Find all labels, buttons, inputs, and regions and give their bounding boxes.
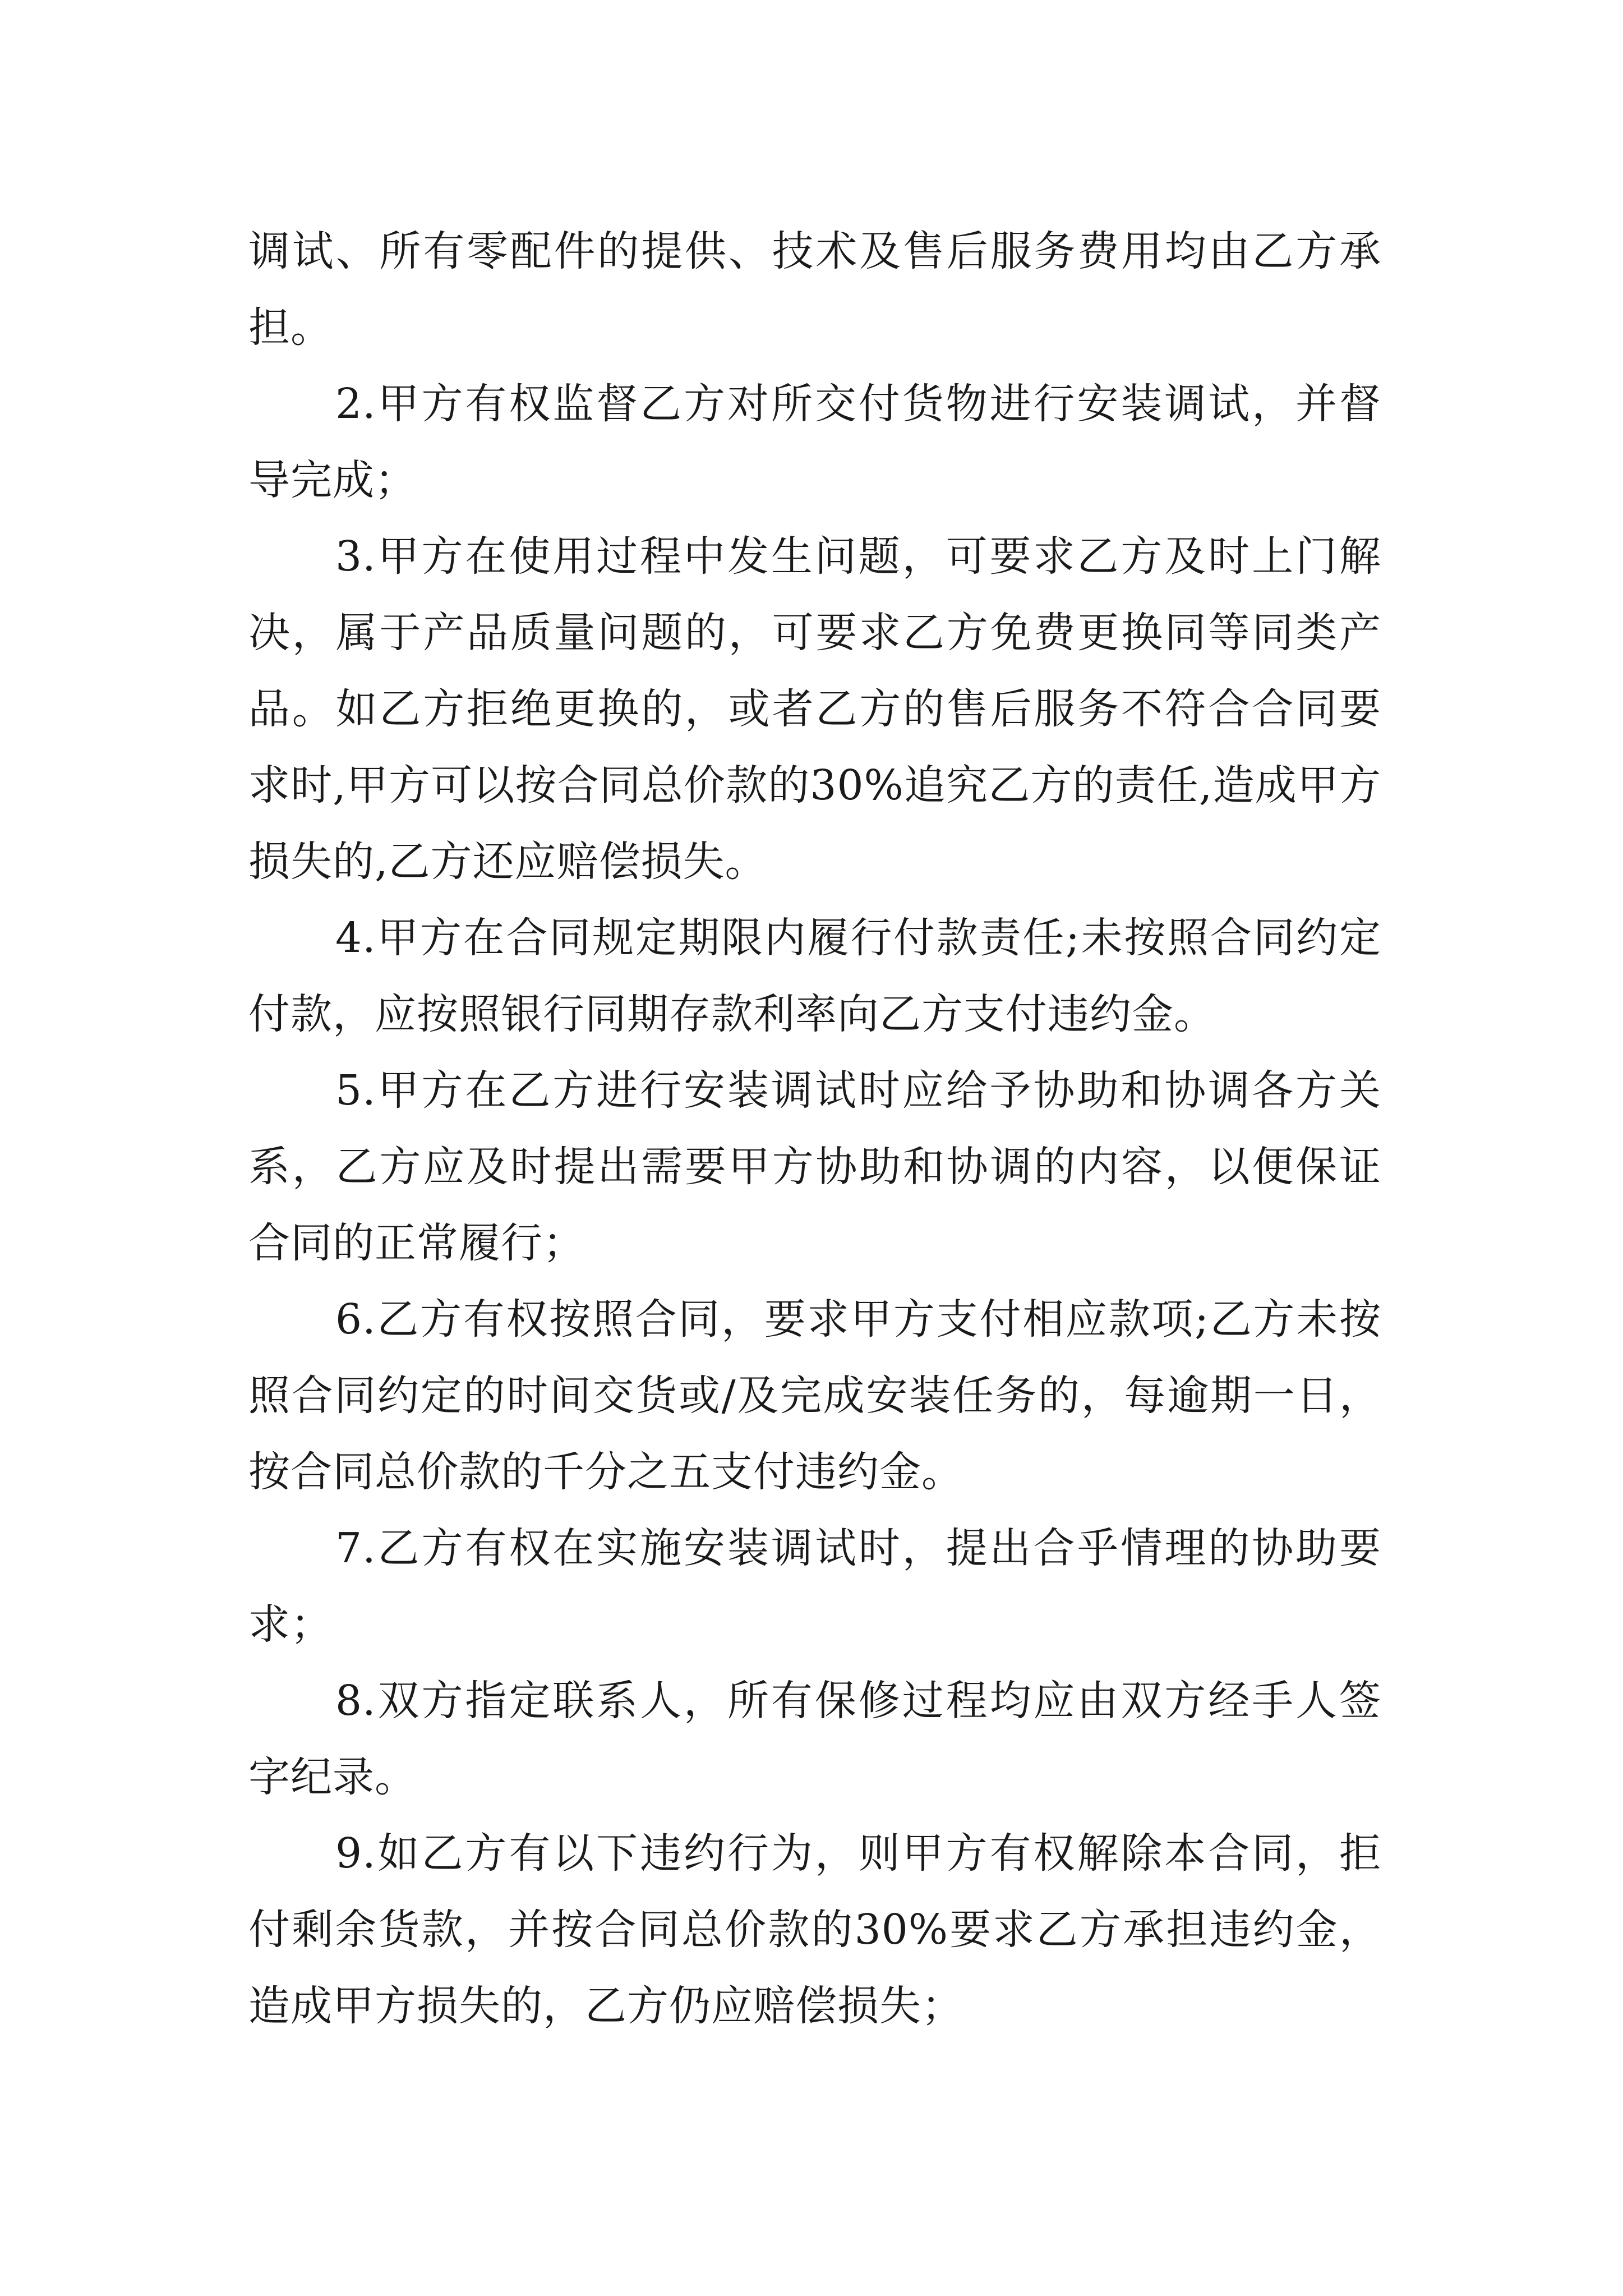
paragraph-clause-7: 7.乙方有权在实施安装调试时，提出合乎情理的协助要求； [248, 1524, 1381, 1649]
paragraph-clause-2: 2.甲方有权监督乙方对所交付货物进行安装调试，并督导完成； [248, 380, 1381, 504]
paragraph-clause-4: 4.甲方在合同规定期限内履行付款责任;未按照合同约定付款，应按照银行同期存款利率向乙方支付违约金。 [248, 914, 1381, 1038]
paragraph-clause-9: 9.如乙方有以下违约行为，则甲方有权解除本合同，拒付剩余货款，并按合同总价款的30%要求乙方承担违约金，造成甲方损失的，乙方仍应赔偿损失； [248, 1829, 1381, 2030]
paragraph-clause-5: 5.甲方在乙方进行安装调试时应给予协助和协调各方关系，乙方应及时提出需要甲方协助和协调的内容，以便保证合同的正常履行； [248, 1066, 1381, 1267]
document-body [248, 213, 1381, 2044]
paragraph-continuation: 调试、所有零配件的提供、技术及售后服务费用均由乙方承担。 [248, 227, 1381, 352]
paragraph-clause-3: 3.甲方在使用过程中发生问题，可要求乙方及时上门解决，属于产品质量问题的，可要求乙方免费更换同等同类产品。如乙方拒绝更换的，或者乙方的售后服务不符合合同要求时,甲方可以按合同总价款的30%追究乙方的责任,造成甲方损失的,乙方还应赔偿损失。 [248, 532, 1381, 886]
paragraph-clause-8: 8.双方指定联系人，所有保修过程均应由双方经手人签字纪录。 [248, 1677, 1381, 1801]
paragraph-clause-6: 6.乙方有权按照合同，要求甲方支付相应款项;乙方未按照合同约定的时间交货或/及完成安装任务的，每逾期一日，按合同总价款的千分之五支付违约金。 [248, 1295, 1381, 1496]
